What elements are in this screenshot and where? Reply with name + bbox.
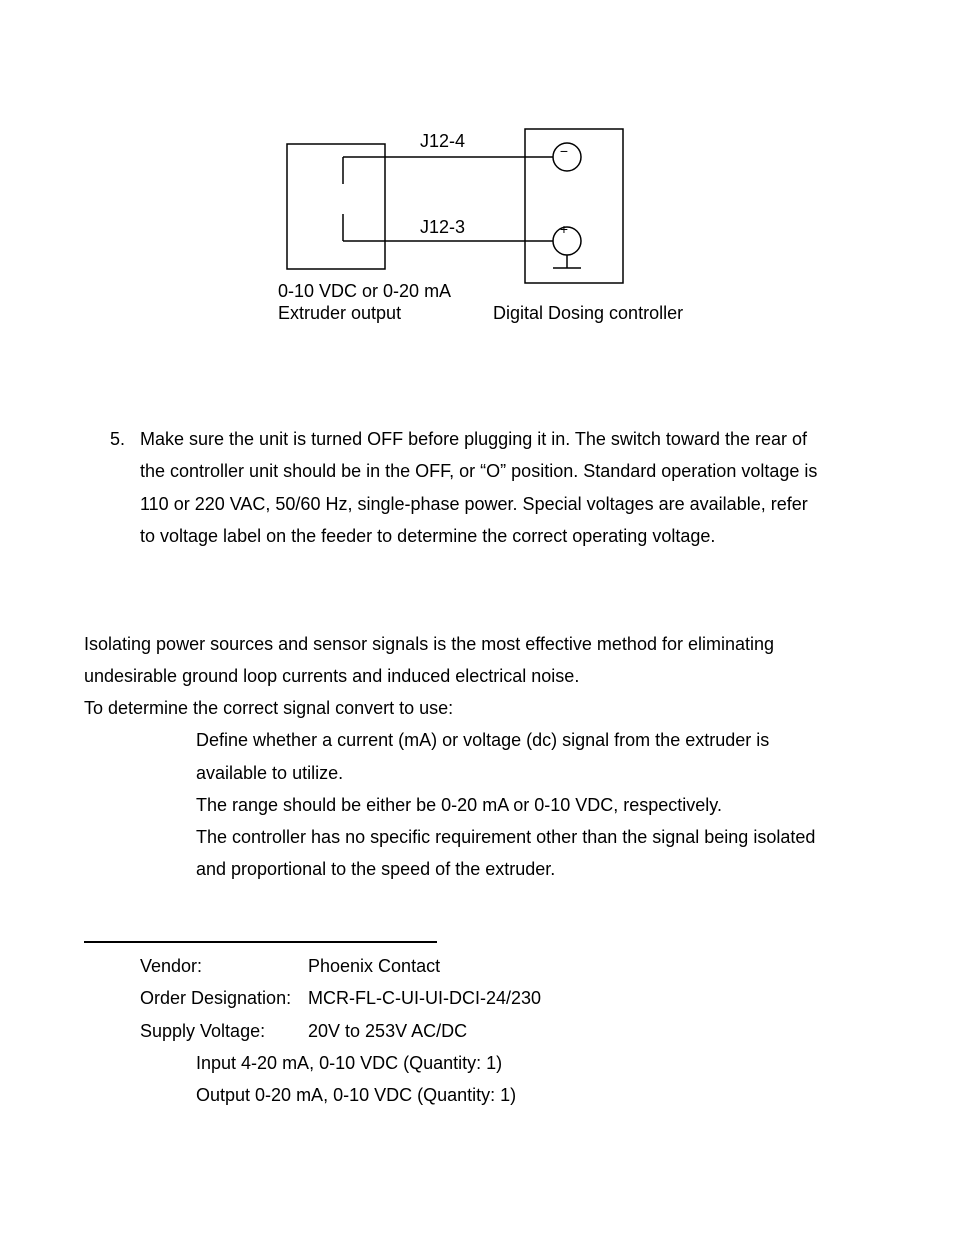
spec-value-order: MCR-FL-C-UI-UI-DCI-24/230	[308, 988, 542, 1008]
controller-label: Digital Dosing controller	[493, 303, 684, 323]
wiring-diagram	[0, 0, 954, 340]
section-divider	[84, 941, 437, 943]
step5-line-3: 110 or 220 VAC, 50/60 Hz, single-phase power. Special voltages are available, refer	[140, 494, 808, 514]
criteria-line-3: The range should be either be 0-20 mA or 0-10 VDC, respectively.	[196, 795, 722, 815]
wire-j12-4-label: J12-4	[420, 131, 466, 151]
extruder-output-label-line1: 0-10 VDC or 0-20 mA	[278, 281, 452, 301]
criteria-line-1: Define whether a current (mA) or voltage (dc) signal from the extruder is	[196, 730, 770, 750]
extruder-output-label-line2: Extruder output	[278, 303, 402, 323]
spec-label-supply: Supply Voltage:	[140, 1021, 266, 1041]
step5-line-2: the controller unit should be in the OFF, or “O” position. Standard operation voltage is	[140, 461, 818, 481]
spec-input: Input 4-20 mA, 0-10 VDC (Quantity: 1)	[196, 1053, 503, 1073]
isolation-line-2: undesirable ground loop currents and induced electrical noise.	[84, 666, 580, 686]
spec-label-order: Order Designation:	[140, 988, 292, 1008]
step5-line-4: to voltage label on the feeder to determine the correct operating voltage.	[140, 526, 716, 546]
step-number: 5.	[110, 429, 126, 449]
terminal-negative-symbol: −	[559, 143, 569, 159]
isolation-line-1: Isolating power sources and sensor signals is the most effective method for eliminating	[84, 634, 775, 654]
step5-line-1: Make sure the unit is turned OFF before plugging it in. The switch toward the rear of	[140, 429, 808, 449]
criteria-line-5: and proportional to the speed of the extruder.	[196, 859, 556, 879]
extruder-output-box	[287, 144, 385, 269]
spec-value-supply: 20V to 253V AC/DC	[308, 1021, 468, 1041]
isolation-line-3: To determine the correct signal convert to use:	[84, 698, 454, 718]
spec-label-vendor: Vendor:	[140, 956, 203, 976]
spec-value-vendor: Phoenix Contact	[308, 956, 441, 976]
criteria-line-2: available to utilize.	[196, 763, 344, 783]
spec-output: Output 0-20 mA, 0-10 VDC (Quantity: 1)	[196, 1085, 517, 1105]
criteria-line-4: The controller has no specific requirement other than the signal being isolated	[196, 827, 816, 847]
terminal-positive-symbol: +	[559, 221, 569, 237]
wire-j12-3-label: J12-3	[420, 217, 466, 237]
